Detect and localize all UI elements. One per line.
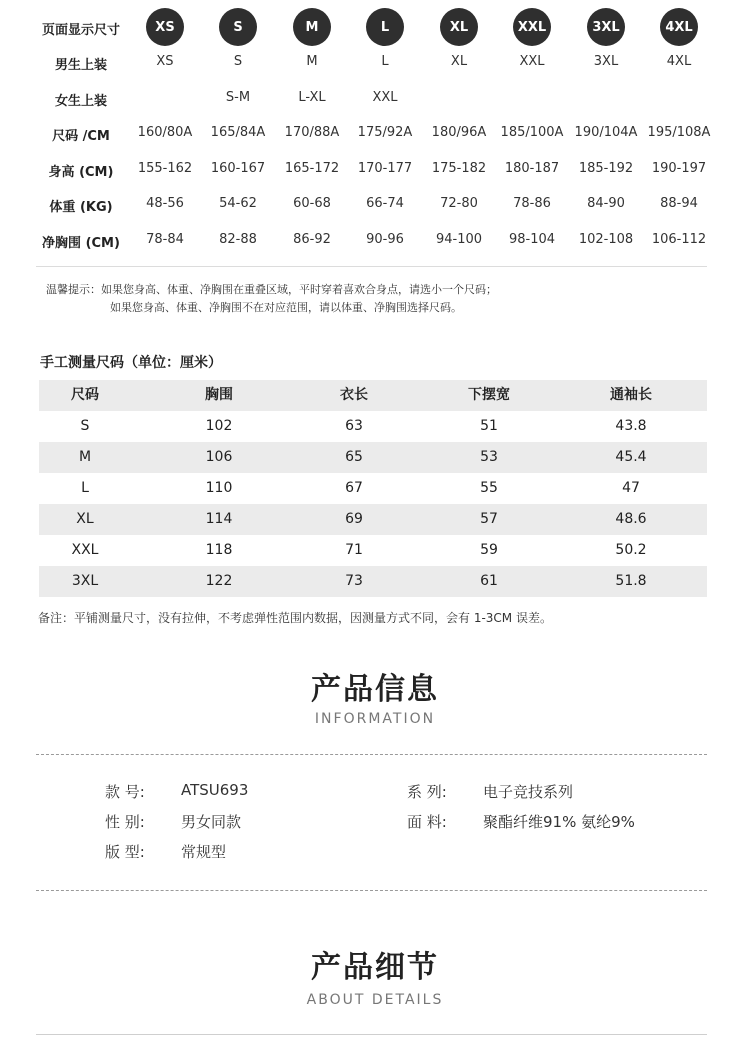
table-cell: 47	[622, 480, 640, 496]
chest-cell: 90-96	[366, 232, 404, 247]
chest-cell: 78-84	[146, 232, 184, 247]
table-cell: XXL	[71, 542, 99, 558]
weight-cell: 60-68	[293, 196, 331, 211]
table-cell: XL	[76, 511, 94, 527]
row-label-height: 身高 (CM)	[48, 165, 114, 180]
table-cell: 53	[480, 449, 498, 465]
table-cell: 106	[205, 449, 233, 465]
weight-cell: 84-90	[587, 196, 625, 211]
details-title: 产品细节	[311, 950, 439, 985]
height-cell: 160-167	[210, 161, 266, 176]
table-cell: 122	[205, 573, 233, 589]
table-cell: 48.6	[615, 511, 647, 527]
table-cell: 43.8	[615, 418, 647, 434]
table-cell: 67	[345, 480, 363, 496]
table-row	[39, 566, 707, 597]
size-cm-cell: 165/84A	[210, 125, 266, 140]
size-cm-cell: 170/88A	[284, 125, 340, 140]
weight-cell: 88-94	[660, 196, 698, 211]
header-cell: 衣长	[340, 387, 368, 403]
height-cell: 175-182	[431, 161, 487, 176]
table-cell: S	[80, 418, 90, 434]
size-circle-m: M	[293, 8, 331, 46]
row-label-men: 男生上装	[54, 58, 107, 73]
men-size-cell: S	[233, 54, 243, 69]
table-cell: 61	[480, 573, 498, 589]
size-circle-l: L	[366, 8, 404, 46]
size-cm-cell: 190/104A	[574, 125, 638, 140]
size-circle-3xl: 3XL	[587, 8, 625, 46]
row-label-size-cm: 尺码 /CM	[52, 129, 110, 144]
header-cell: 胸围	[205, 387, 233, 403]
info-value-gender: 男女同款	[181, 813, 242, 831]
women-size-cell: S-M	[225, 90, 251, 105]
info-label-fit: 版 型:	[105, 843, 145, 861]
table-cell: 50.2	[615, 542, 647, 558]
table-row	[39, 473, 707, 504]
men-size-cell: XL	[450, 54, 468, 69]
weight-cell: 54-62	[219, 196, 257, 211]
info-label-fabric: 面 料:	[407, 813, 447, 831]
size-circle-xs: XS	[146, 8, 184, 46]
weight-cell: 48-56	[146, 196, 184, 211]
table-cell: 65	[345, 449, 363, 465]
info-subtitle: INFORMATION	[314, 711, 436, 727]
chest-cell: 106-112	[651, 232, 707, 247]
height-cell: 165-172	[284, 161, 340, 176]
men-size-cell: L	[381, 54, 389, 69]
table-cell: 110	[205, 480, 233, 496]
men-size-cell: M	[306, 54, 318, 69]
height-cell: 170-177	[357, 161, 413, 176]
size-cm-cell: 195/108A	[647, 125, 711, 140]
info-value-fit: 常规型	[181, 843, 227, 861]
info-label-style-no: 款 号:	[105, 783, 145, 801]
info-value-series: 电子竞技系列	[483, 783, 574, 801]
info-title: 产品信息	[311, 672, 439, 707]
table-cell: 63	[345, 418, 363, 434]
tip-line-1: 温馨提示：如果您身高、体重、净胸围在重叠区域，平时穿着喜欢合身点，请选小一个尺码；	[46, 283, 497, 296]
weight-cell: 66-74	[366, 196, 404, 211]
height-cell: 190-197	[651, 161, 707, 176]
row-label-women: 女生上装	[54, 94, 107, 109]
size-cm-cell: 175/92A	[357, 125, 413, 140]
table-cell: 73	[345, 573, 363, 589]
header-cell: 通袖长	[610, 387, 652, 403]
dashed-divider	[36, 890, 707, 891]
women-size-cell: L-XL	[298, 90, 326, 105]
women-size-cell: XXL	[372, 90, 398, 105]
size-circle-xl: XL	[440, 8, 478, 46]
table-cell: 55	[480, 480, 498, 496]
table-row	[39, 442, 707, 473]
height-cell: 180-187	[504, 161, 560, 176]
measure-title: 手工测量尺码（单位：厘米）	[40, 355, 222, 371]
men-size-cell: 3XL	[593, 54, 619, 69]
tip-line-2: 如果您身高、体重、净胸围不在对应范围，请以体重、净胸围选择尺码。	[110, 301, 462, 314]
dashed-divider	[36, 754, 707, 755]
details-subtitle: ABOUT DETAILS	[306, 992, 444, 1008]
table-row	[39, 411, 707, 442]
info-value-style-no: ATSU693	[181, 781, 249, 799]
weight-cell: 78-86	[513, 196, 551, 211]
info-label-gender: 性 别:	[105, 813, 145, 831]
chest-cell: 94-100	[435, 232, 483, 247]
weight-cell: 72-80	[440, 196, 478, 211]
men-size-cell: 4XL	[666, 54, 692, 69]
info-label-series: 系 列:	[407, 783, 447, 801]
table-cell: 45.4	[615, 449, 647, 465]
table-cell: M	[78, 449, 92, 465]
row-label-weight: 体重 (KG)	[49, 200, 113, 215]
info-value-fabric: 聚酯纤维91% 氨纶9%	[483, 813, 635, 831]
divider	[36, 1034, 707, 1035]
divider	[36, 266, 707, 267]
chest-cell: 82-88	[219, 232, 257, 247]
table-cell: 102	[205, 418, 233, 434]
chest-cell: 86-92	[293, 232, 331, 247]
row-label-chest: 净胸围 (CM)	[42, 236, 120, 251]
height-cell: 155-162	[137, 161, 193, 176]
table-cell: 59	[480, 542, 498, 558]
table-cell: 51.8	[615, 573, 647, 589]
size-circle-4xl: 4XL	[660, 8, 698, 46]
height-cell: 185-192	[578, 161, 634, 176]
size-circle-xxl: XXL	[513, 8, 551, 46]
chest-cell: 102-108	[578, 232, 634, 247]
table-row	[39, 535, 707, 566]
size-circle-s: S	[219, 8, 257, 46]
header-cell: 下摆宽	[468, 387, 510, 403]
row-label-display: 页面显示尺寸	[41, 23, 120, 38]
table-cell: 71	[345, 542, 363, 558]
table-cell: L	[81, 480, 89, 496]
measure-note: 备注：平铺测量尺寸，没有拉伸，不考虑弹性范围内数据，因测量方式不同，会有 1-3CM 误差。	[38, 611, 552, 625]
table-cell: 57	[480, 511, 498, 527]
men-size-cell: XS	[156, 54, 174, 69]
size-cm-cell: 180/96A	[431, 125, 487, 140]
men-size-cell: XXL	[519, 54, 545, 69]
size-cm-cell: 160/80A	[137, 125, 193, 140]
measure-header-row	[39, 380, 707, 411]
table-row	[39, 504, 707, 535]
table-cell: 118	[205, 542, 233, 558]
table-cell: 3XL	[71, 573, 99, 589]
size-cm-cell: 185/100A	[500, 125, 564, 140]
table-cell: 69	[345, 511, 363, 527]
header-cell: 尺码	[71, 387, 99, 403]
table-cell: 114	[205, 511, 233, 527]
table-cell: 51	[480, 418, 498, 434]
chest-cell: 98-104	[508, 232, 556, 247]
